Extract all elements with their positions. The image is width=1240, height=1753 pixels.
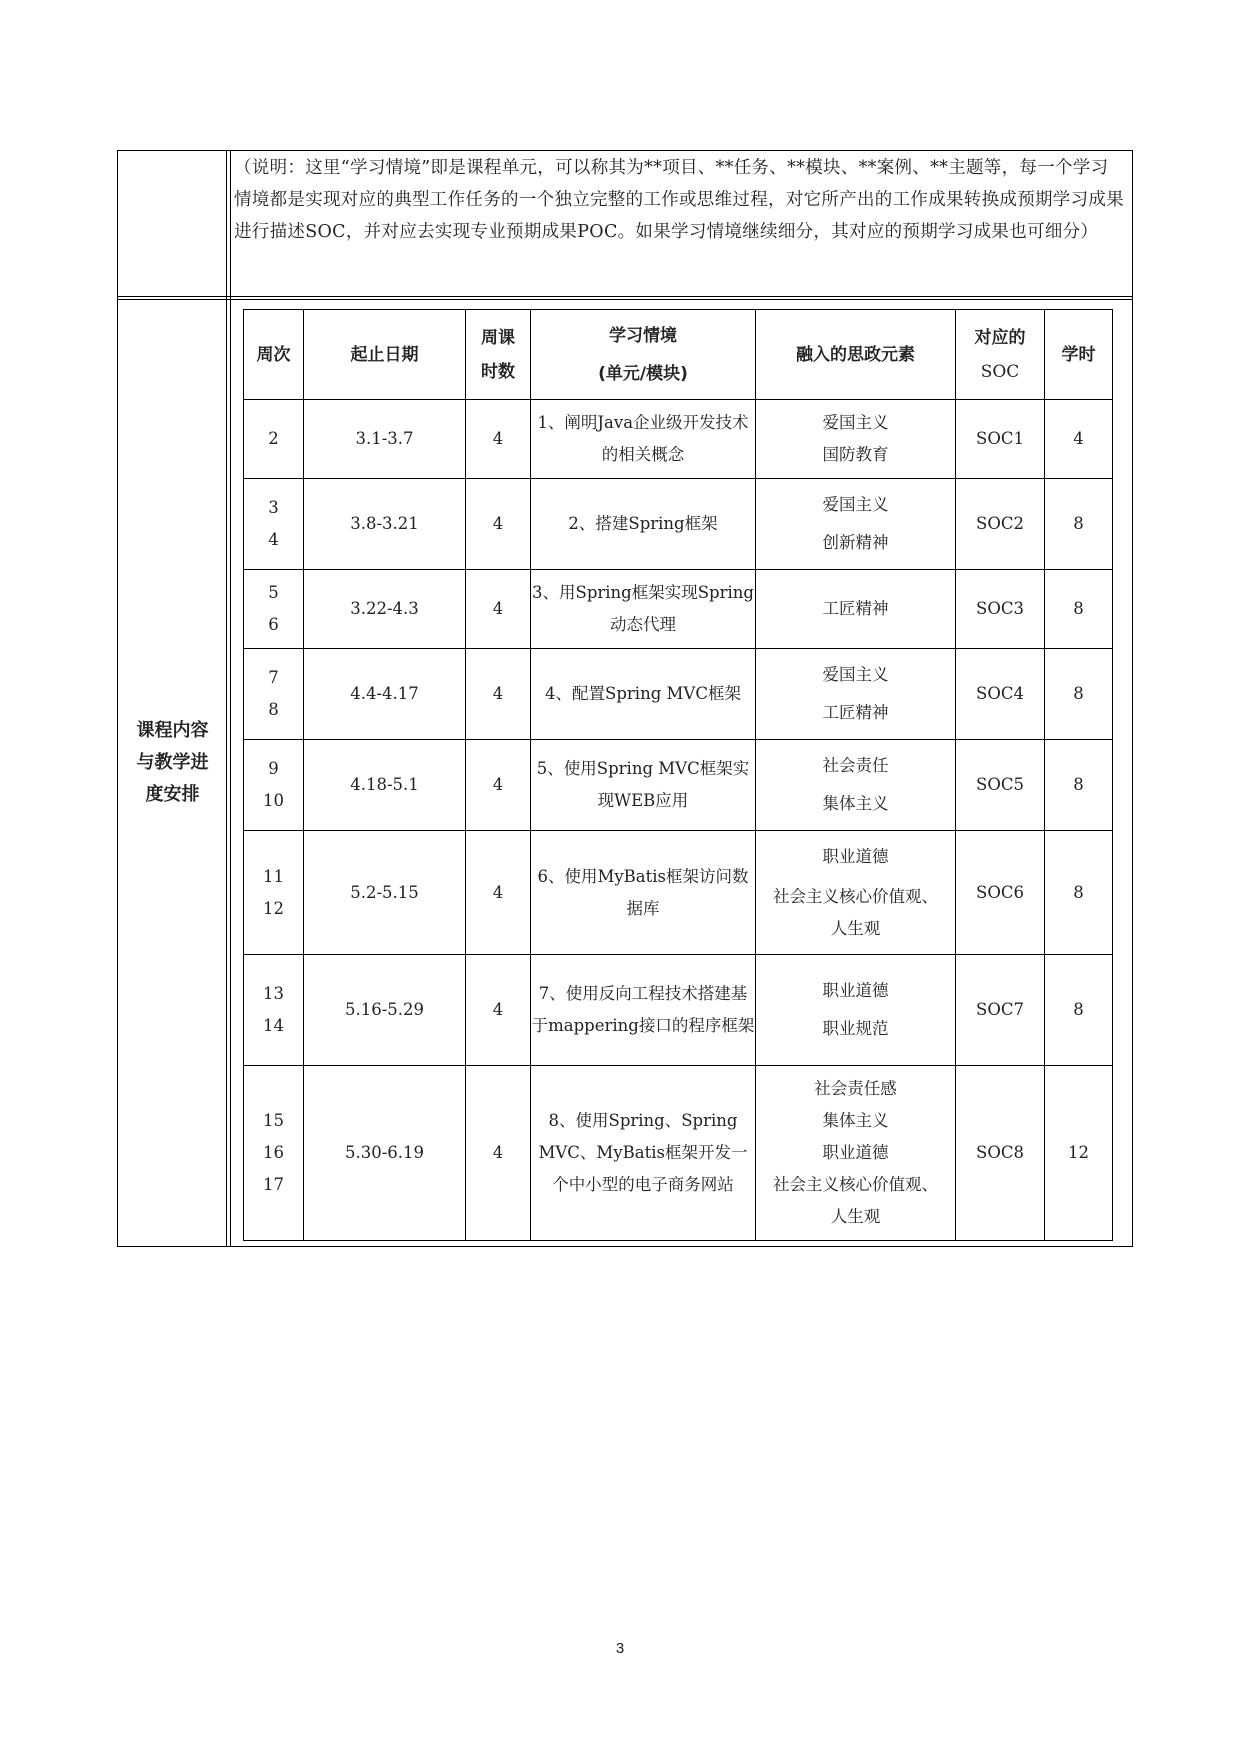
table-row: [244, 649, 1113, 740]
cell-hours: 4: [466, 831, 531, 955]
cell-dates: 3.8-3.21: [304, 479, 466, 570]
cell-hours: 4: [466, 570, 531, 649]
row-label-line: 与教学进: [136, 752, 209, 773]
cell-topic: 5、使用Spring MVC框架实现WEB应用: [531, 740, 756, 831]
cell-hours: 4: [466, 955, 531, 1066]
row-label-course-schedule: [118, 715, 227, 811]
cell-topic: 6、使用MyBatis框架访问数据库: [531, 831, 756, 955]
cell-soc: SOC8: [956, 1066, 1045, 1241]
cell-topic: 2、搭建Spring框架: [531, 479, 756, 570]
page-number: 3: [615, 1640, 625, 1657]
cell-elements: 职业道德 职业规范: [756, 955, 956, 1066]
cell-weeks: 5 6: [244, 570, 304, 649]
cell-weeks: 7 8: [244, 649, 304, 740]
cell-elements: 爱国主义 国防教育: [756, 400, 956, 479]
header-elements: 融入的思政元素: [756, 310, 956, 400]
cell-elements: 社会责任感 集体主义 职业道德 社会主义核心价值观、人生观: [756, 1066, 956, 1241]
cell-weeks: 3 4: [244, 479, 304, 570]
cell-soc: SOC1: [956, 400, 1045, 479]
cell-hours: 4: [466, 479, 531, 570]
table-row: [244, 570, 1113, 649]
cell-weeks: 2: [244, 400, 304, 479]
cell-soc: SOC3: [956, 570, 1045, 649]
cell-weeks: 9 10: [244, 740, 304, 831]
cell-dates: 5.16-5.29: [304, 955, 466, 1066]
cell-periods: 8: [1045, 831, 1113, 955]
outer-column-divider: [226, 150, 227, 1247]
cell-topic: 1、阐明Java企业级开发技术的相关概念: [531, 400, 756, 479]
cell-dates: 4.4-4.17: [304, 649, 466, 740]
cell-dates: 4.18-5.1: [304, 740, 466, 831]
cell-weeks: 15 16 17: [244, 1066, 304, 1241]
cell-dates: 5.30-6.19: [304, 1066, 466, 1241]
cell-periods: 8: [1045, 479, 1113, 570]
cell-dates: 3.1-3.7: [304, 400, 466, 479]
cell-hours: 4: [466, 1066, 531, 1241]
outer-row-divider-2: [117, 299, 1133, 300]
row-label-line: 课程内容: [136, 720, 209, 741]
header-weekly-hours: 周课 时数: [466, 310, 531, 400]
outer-row-divider: [117, 296, 1133, 297]
cell-periods: 8: [1045, 570, 1113, 649]
cell-elements: 社会责任 集体主义: [756, 740, 956, 831]
cell-periods: 8: [1045, 649, 1113, 740]
instruction-note: （说明：这里“学习情境”即是课程单元，可以称其为**项目、**任务、**模块、**案例、**主题等，每一个学习情境都是实现对应的典型工作任务的一个独立完整的工作或思维过程，对它所产出的工作成果转换成预期学习成果进行描述SOC，并对应去实现专业预期成果POC。如果学习情境继续细分，其对应的预期学习成果也可细分）: [234, 158, 1124, 242]
cell-topic: 7、使用反向工程技术搭建基于mappering接口的程序框架: [531, 955, 756, 1066]
header-week: 周次: [244, 310, 304, 400]
table-row: [244, 400, 1113, 479]
cell-hours: 4: [466, 740, 531, 831]
header-dates: 起止日期: [304, 310, 466, 400]
cell-elements: 职业道德 社会主义核心价值观、人生观: [756, 831, 956, 955]
cell-elements: 爱国主义 工匠精神: [756, 649, 956, 740]
cell-soc: SOC2: [956, 479, 1045, 570]
cell-periods: 8: [1045, 955, 1113, 1066]
schedule-table: [243, 309, 1113, 1241]
table-header-row: [244, 310, 1113, 400]
header-periods: 学时: [1045, 310, 1113, 400]
cell-periods: 4: [1045, 400, 1113, 479]
table-row: [244, 479, 1113, 570]
table-row: [244, 831, 1113, 955]
cell-soc: SOC5: [956, 740, 1045, 831]
cell-elements: 工匠精神: [756, 570, 956, 649]
cell-soc: SOC4: [956, 649, 1045, 740]
cell-periods: 8: [1045, 740, 1113, 831]
table-row: [244, 955, 1113, 1066]
table-row: [244, 1066, 1113, 1241]
outer-column-divider-2: [230, 150, 231, 1247]
cell-topic: 3、用Spring框架实现Spring 动态代理: [531, 570, 756, 649]
cell-dates: 3.22-4.3: [304, 570, 466, 649]
cell-periods: 12: [1045, 1066, 1113, 1241]
cell-weeks: 13 14: [244, 955, 304, 1066]
cell-topic: 8、使用Spring、Spring MVC、MyBatis框架开发一个中小型的电子商务网站: [531, 1066, 756, 1241]
cell-weeks: 11 12: [244, 831, 304, 955]
cell-soc: SOC7: [956, 955, 1045, 1066]
cell-topic: 4、配置Spring MVC框架: [531, 649, 756, 740]
header-soc: 对应的 SOC: [956, 310, 1045, 400]
row-label-line: 度安排: [145, 784, 200, 805]
cell-dates: 5.2-5.15: [304, 831, 466, 955]
cell-hours: 4: [466, 649, 531, 740]
cell-elements: 爱国主义 创新精神: [756, 479, 956, 570]
header-learning-scenario: 学习情境 (单元/模块): [531, 310, 756, 400]
cell-soc: SOC6: [956, 831, 1045, 955]
table-row: [244, 740, 1113, 831]
cell-hours: 4: [466, 400, 531, 479]
